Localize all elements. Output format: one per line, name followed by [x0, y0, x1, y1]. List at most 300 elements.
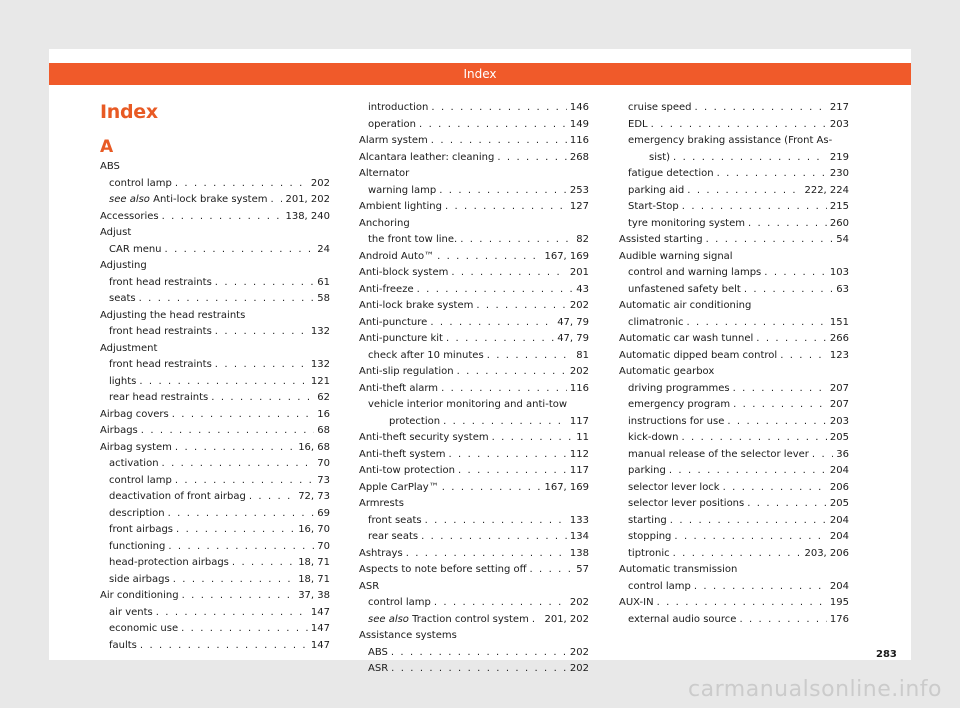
index-page-ref[interactable]: 202	[569, 597, 589, 608]
dot-leader	[391, 645, 567, 662]
index-page-ref[interactable]: 222, 224	[804, 184, 849, 196]
index-entry-text: Anti-theft system	[359, 448, 446, 460]
index-entry	[100, 192, 330, 209]
index-page-ref[interactable]: 58	[317, 293, 330, 304]
index-entry	[619, 232, 849, 249]
dot-leader	[723, 480, 827, 497]
index-page-ref[interactable]: 132	[310, 359, 330, 370]
index-entry	[359, 414, 589, 431]
index-entry-text: economic use	[109, 623, 179, 634]
index-page-ref[interactable]: 204	[829, 580, 849, 592]
dot-leader	[747, 496, 827, 513]
index-page-ref[interactable]: 202	[569, 366, 589, 377]
dot-leader	[530, 562, 574, 579]
dot-leader	[460, 232, 573, 249]
dot-leader	[727, 414, 827, 431]
index-entry	[100, 374, 330, 391]
index-page-ref[interactable]: 268	[569, 151, 589, 163]
index-entry-text: EDL	[628, 118, 648, 130]
index-page-ref[interactable]: 149	[569, 118, 589, 130]
index-page-ref[interactable]: 201	[569, 267, 589, 278]
index-page-ref[interactable]: 202	[310, 177, 330, 189]
index-entry-label	[359, 150, 494, 167]
index-entry-label	[109, 242, 162, 259]
index-page-ref[interactable]: 121	[310, 375, 330, 387]
index-page-ref[interactable]: 127	[569, 201, 589, 212]
index-page-ref[interactable]: 117	[569, 465, 589, 476]
index-entry-text: description	[109, 507, 165, 519]
index-page-ref[interactable]: 207	[829, 382, 849, 394]
index-entry	[100, 638, 330, 655]
index-entry-label	[109, 357, 212, 374]
index-entry	[619, 183, 849, 200]
index-entry-label	[359, 133, 428, 150]
index-page-ref[interactable]: 138	[569, 547, 589, 559]
index-heading: vehicle interior monitoring and anti-tow	[368, 399, 568, 410]
index-entry	[359, 331, 589, 348]
index-page-ref[interactable]: 132	[310, 326, 330, 337]
index-entry	[359, 249, 589, 266]
dot-leader	[442, 480, 542, 497]
index-entry	[100, 473, 330, 490]
index-page-ref[interactable]: 72, 73	[298, 491, 330, 502]
dot-leader	[748, 216, 827, 233]
index-entry	[359, 546, 589, 563]
index-entry-label	[368, 117, 416, 134]
index-entry-label	[109, 324, 212, 341]
index-heading: Adjusting	[100, 260, 147, 271]
dot-leader	[717, 166, 827, 183]
dot-leader	[431, 133, 567, 150]
index-entry-text: cruise speed	[628, 102, 692, 113]
index-entry-text: Anti-freeze	[359, 283, 414, 295]
index-entry	[359, 480, 589, 497]
index-page-ref[interactable]: 134	[569, 531, 589, 542]
index-entry-label	[619, 595, 654, 612]
index-entry	[619, 612, 849, 629]
index-entry-text: ABS	[368, 646, 388, 658]
dot-leader	[140, 638, 308, 655]
index-page-ref[interactable]: 47, 79	[557, 333, 589, 344]
index-entry	[619, 282, 849, 299]
index-entry-text: control and warning lamps	[628, 267, 762, 278]
index-entry-label	[368, 100, 428, 117]
index-entry-text: protection	[389, 415, 441, 427]
index-page-ref[interactable]: 201, 202	[285, 194, 330, 205]
index-entry-label	[628, 315, 683, 332]
index-entry-text: deactivation of front airbag	[109, 491, 246, 502]
index-entry-text: front head restraints	[109, 276, 212, 288]
index-entry-label	[109, 555, 229, 572]
index-page-ref[interactable]: 16, 68	[298, 441, 330, 453]
index-page-ref[interactable]: 204	[829, 465, 849, 476]
dot-leader	[451, 265, 567, 282]
index-entry-label	[628, 430, 678, 447]
index-entry-text: external audio source	[628, 613, 737, 625]
index-entry	[359, 447, 589, 464]
index-page-ref[interactable]: 43	[576, 283, 589, 295]
index-entry-label	[359, 480, 439, 497]
index-heading: ABS	[100, 161, 120, 172]
index-entry-label	[359, 381, 438, 398]
index-entry-label	[628, 463, 666, 480]
index-entry-text: selector lever positions	[628, 498, 745, 509]
index-page-ref[interactable]: 206	[829, 481, 849, 493]
index-entry-text: kick-down	[628, 432, 679, 443]
dot-leader	[139, 374, 308, 391]
index-page-ref[interactable]: 11	[576, 432, 589, 443]
index-entry	[359, 315, 589, 332]
index-page-ref[interactable]: 201, 202	[544, 613, 589, 625]
index-page-ref[interactable]: 47, 79	[557, 316, 589, 328]
index-entry-text: Aspects to note before setting off	[359, 564, 527, 575]
index-entry-text: warning lamp	[368, 184, 437, 196]
index-page-ref[interactable]: 116	[569, 135, 589, 146]
index-page-ref[interactable]: 18, 71	[298, 557, 330, 568]
index-entry	[100, 539, 330, 556]
index-page-ref[interactable]: 202	[569, 300, 589, 311]
index-entry-text: instructions for use	[628, 415, 725, 427]
index-entry	[100, 407, 330, 424]
index-entry-text: AUX-IN	[619, 597, 654, 608]
index-entry	[619, 117, 849, 134]
index-entry-label	[109, 291, 136, 308]
index-entry	[100, 621, 330, 638]
index-page-ref[interactable]: 260	[829, 217, 849, 229]
index-entry	[619, 546, 849, 563]
dot-leader	[168, 506, 315, 523]
index-entry-text: introduction	[368, 102, 429, 113]
index-entry-text: Alcantara leather: cleaning	[359, 151, 495, 163]
dot-leader	[687, 183, 801, 200]
dot-leader	[417, 282, 574, 299]
index-page-ref[interactable]: 133	[569, 514, 589, 526]
index-page-ref[interactable]: 176	[829, 613, 849, 625]
index-page-ref[interactable]: 203	[829, 415, 849, 427]
dot-leader	[673, 150, 827, 167]
index-page-ref[interactable]: 61	[317, 276, 330, 288]
index-entry-label	[359, 298, 473, 315]
index-entry	[100, 506, 330, 523]
index-entry-text: seats	[109, 293, 136, 304]
dot-leader	[434, 595, 567, 612]
index-entry-text: Assisted starting	[619, 234, 703, 245]
index-page-ref[interactable]: 54	[836, 234, 849, 245]
index-page-ref[interactable]: 16, 70	[298, 524, 330, 535]
index-entry-label	[368, 529, 418, 546]
dot-leader	[457, 364, 567, 381]
index-entry-text: Automatic car wash tunnel	[619, 333, 754, 344]
index-entry	[619, 529, 849, 546]
index-entry-label	[628, 496, 744, 513]
index-entry-label	[359, 249, 434, 266]
index-heading: Assistance systems	[359, 630, 457, 641]
index-entry	[619, 315, 849, 332]
index-entry-label	[100, 209, 159, 226]
index-page-ref[interactable]: 36	[836, 448, 849, 460]
dot-leader	[139, 291, 315, 308]
index-entry-text: sist)	[649, 151, 671, 163]
index-entry	[100, 324, 330, 341]
index-page-ref[interactable]: 205	[829, 432, 849, 443]
index-entry	[619, 414, 849, 431]
dot-leader	[419, 117, 567, 134]
dot-leader	[425, 513, 567, 530]
index-entry	[100, 176, 330, 193]
index-entry-label	[359, 364, 454, 381]
index-page-ref[interactable]: 215	[829, 201, 849, 212]
index-page-ref[interactable]: 16	[317, 408, 330, 420]
index-heading: Automatic transmission	[619, 564, 738, 575]
index-entry	[359, 199, 589, 216]
index-entry-text: rear seats	[368, 531, 419, 542]
dot-leader	[694, 100, 826, 117]
index-page-ref[interactable]: 207	[829, 399, 849, 410]
index-page-ref[interactable]: 103	[829, 267, 849, 278]
index-entry-text: functioning	[109, 540, 166, 552]
dot-leader	[756, 331, 827, 348]
index-entry-text: Anti-block system	[359, 267, 449, 278]
index-page-ref[interactable]: 68	[317, 425, 330, 436]
index-entry	[100, 522, 330, 539]
index-page-ref[interactable]: 203, 206	[804, 547, 849, 559]
index-entry	[619, 595, 849, 612]
index-page-ref[interactable]: 117	[569, 415, 589, 427]
index-entry	[100, 209, 330, 226]
index-entry-text: parking	[628, 465, 666, 476]
dot-leader	[733, 397, 827, 414]
index-entry-label	[619, 331, 753, 348]
index-entry-label	[100, 588, 179, 605]
dot-leader	[430, 315, 554, 332]
index-page-ref[interactable]: 138, 240	[285, 210, 330, 222]
dot-leader	[487, 348, 574, 365]
dot-leader	[443, 414, 567, 431]
index-page-ref[interactable]: 24	[317, 243, 330, 255]
index-page-ref[interactable]: 37, 38	[298, 590, 330, 601]
index-page-ref[interactable]: 147	[310, 623, 330, 634]
index-page-ref[interactable]: 116	[569, 382, 589, 394]
index-page-ref[interactable]: 81	[576, 349, 589, 361]
index-entry-text: emergency program	[628, 399, 731, 410]
index-entry-label	[368, 595, 431, 612]
dot-leader	[764, 265, 827, 282]
index-entry-text: Anti-lock brake system	[359, 300, 474, 311]
index-page-ref[interactable]: 146	[569, 102, 589, 113]
index-entry	[359, 529, 589, 546]
index-page-ref[interactable]: 57	[576, 564, 589, 575]
index-entry	[359, 612, 589, 629]
index-entry-text: lights	[109, 375, 137, 387]
dot-leader	[172, 407, 315, 424]
index-page-ref[interactable]: 70	[317, 458, 330, 469]
dot-leader	[175, 473, 314, 490]
index-entry-label	[628, 199, 679, 216]
dot-leader	[175, 440, 295, 457]
index-page-ref[interactable]: 217	[829, 102, 849, 113]
index-entry-text: ASR	[368, 663, 389, 674]
index-entry	[619, 348, 849, 365]
index-entry-text: check after 10 minutes	[368, 349, 484, 361]
index-entry	[619, 216, 849, 233]
index-page-ref[interactable]: 69	[317, 507, 330, 519]
index-entry	[359, 348, 589, 365]
index-entry-text: Android Auto™	[359, 250, 435, 262]
index-entry-text: faults	[109, 639, 137, 651]
index-entry	[359, 265, 589, 282]
index-entry-label	[359, 265, 448, 282]
section-header-label: Index	[463, 67, 497, 81]
index-entry-text: operation	[368, 118, 417, 130]
dot-leader	[173, 572, 295, 589]
index-page-ref[interactable]: 195	[829, 597, 849, 608]
index-page-ref[interactable]: 219	[829, 151, 849, 163]
index-page-ref[interactable]: 266	[829, 333, 849, 344]
index-entry-text: Airbag system	[100, 441, 172, 453]
index-entry	[359, 463, 589, 480]
index-heading: Automatic gearbox	[619, 366, 715, 377]
index-entry-label	[109, 374, 136, 391]
index-entry-label	[109, 605, 153, 622]
dot-leader	[441, 381, 567, 398]
index-page-ref[interactable]: 204	[829, 531, 849, 542]
index-entry	[619, 447, 849, 464]
dot-leader	[215, 324, 308, 341]
index-column-2	[359, 100, 589, 678]
dot-leader	[449, 447, 567, 464]
index-page-ref[interactable]: 63	[836, 283, 849, 295]
index-entry-text: Anti-slip regulation	[359, 366, 454, 377]
dot-leader	[733, 381, 827, 398]
dot-leader	[706, 232, 834, 249]
index-entry-label	[628, 447, 809, 464]
index-entry-label	[109, 522, 173, 539]
index-page-ref[interactable]: 205	[829, 498, 849, 509]
index-entry-label	[619, 348, 777, 365]
index-entry-text: control lamp	[368, 597, 431, 608]
dot-leader	[215, 357, 308, 374]
dot-leader	[445, 199, 567, 216]
index-entry	[359, 232, 589, 249]
dot-leader	[497, 150, 567, 167]
index-entry	[100, 440, 330, 457]
index-page-ref[interactable]: 18, 71	[298, 573, 330, 585]
watermark: carmanualsonline.info	[688, 677, 942, 702]
index-page-ref[interactable]: 82	[576, 234, 589, 245]
index-entry-label	[359, 447, 446, 464]
index-page-ref[interactable]: 230	[829, 168, 849, 179]
index-entry-label	[109, 275, 212, 292]
index-entry-label	[628, 579, 691, 596]
index-entry-label	[109, 176, 172, 193]
index-page-ref[interactable]: 253	[569, 184, 589, 196]
index-entry-label	[628, 265, 761, 282]
index-page-ref[interactable]: 70	[317, 540, 330, 552]
index-entry-text: Anti-puncture kit	[359, 333, 443, 344]
index-entry-label	[619, 232, 703, 249]
index-entry-text: air vents	[109, 606, 153, 618]
index-entry-text: stopping	[628, 531, 672, 542]
index-entry-label	[368, 513, 422, 530]
dot-leader	[651, 117, 827, 134]
dot-leader	[168, 539, 314, 556]
index-entry-label	[628, 612, 736, 629]
index-entry-text: Anti-lock brake system	[153, 194, 268, 205]
index-page-ref[interactable]: 202	[569, 646, 589, 658]
index-entry-text: Ambient lighting	[359, 201, 442, 212]
index-entry	[100, 423, 330, 440]
index-entry-text: front seats	[368, 514, 422, 526]
dot-leader	[182, 588, 296, 605]
index-entry-text: tyre monitoring system	[628, 217, 745, 229]
index-entry-label	[109, 621, 178, 638]
index-entry-label	[628, 282, 741, 299]
index-heading: Armrests	[359, 498, 404, 509]
index-entry-label	[649, 150, 670, 167]
see-also-label: see also	[368, 613, 409, 625]
index-entry	[100, 489, 330, 506]
index-entry-label	[368, 348, 484, 365]
index-page-ref[interactable]: 112	[569, 448, 589, 460]
index-entry-label	[628, 414, 724, 431]
dot-leader	[141, 423, 315, 440]
index-entry-label	[368, 232, 457, 249]
index-entry-label	[628, 216, 745, 233]
dot-leader	[657, 595, 827, 612]
index-entry-text: tiptronic	[628, 547, 670, 559]
index-page-ref[interactable]: 167, 169	[544, 250, 589, 262]
dot-leader	[446, 331, 554, 348]
dot-leader	[686, 315, 826, 332]
index-entry-text: front head restraints	[109, 326, 212, 337]
index-page-ref[interactable]: 167, 169	[544, 481, 589, 493]
dot-leader	[406, 546, 567, 563]
index-entry-label	[368, 661, 388, 678]
index-entry	[619, 331, 849, 348]
index-page-ref[interactable]: 73	[317, 474, 330, 486]
index-entry-text: rear head restraints	[109, 392, 209, 403]
index-letter: A	[100, 137, 114, 157]
index-entry	[619, 381, 849, 398]
index-entry-label	[628, 397, 730, 414]
index-entry-text: CAR menu	[109, 243, 162, 255]
index-entry	[100, 275, 330, 292]
index-page-ref[interactable]: 62	[317, 392, 330, 403]
dot-leader	[673, 546, 802, 563]
index-entry	[619, 513, 849, 530]
index-entry-label	[628, 480, 720, 497]
index-page-ref[interactable]: 151	[829, 316, 849, 328]
dot-leader	[175, 176, 308, 193]
index-entry	[359, 381, 589, 398]
dot-leader	[270, 192, 282, 209]
index-entry-label	[368, 183, 436, 200]
index-page-ref[interactable]: 204	[829, 514, 849, 526]
index-entry-label	[359, 562, 527, 579]
page-number: 283	[876, 649, 897, 660]
index-entry	[359, 100, 589, 117]
index-page-ref[interactable]: 202	[569, 663, 589, 674]
index-page-ref[interactable]: 203	[829, 118, 849, 130]
dot-leader	[780, 348, 827, 365]
index-entry-text: Automatic dipped beam control	[619, 349, 778, 361]
index-entry	[100, 456, 330, 473]
index-page-ref[interactable]: 123	[829, 349, 849, 361]
index-page-ref[interactable]: 147	[310, 606, 330, 618]
dot-leader	[439, 183, 567, 200]
index-page-ref[interactable]: 147	[310, 639, 330, 651]
dot-leader	[669, 463, 827, 480]
